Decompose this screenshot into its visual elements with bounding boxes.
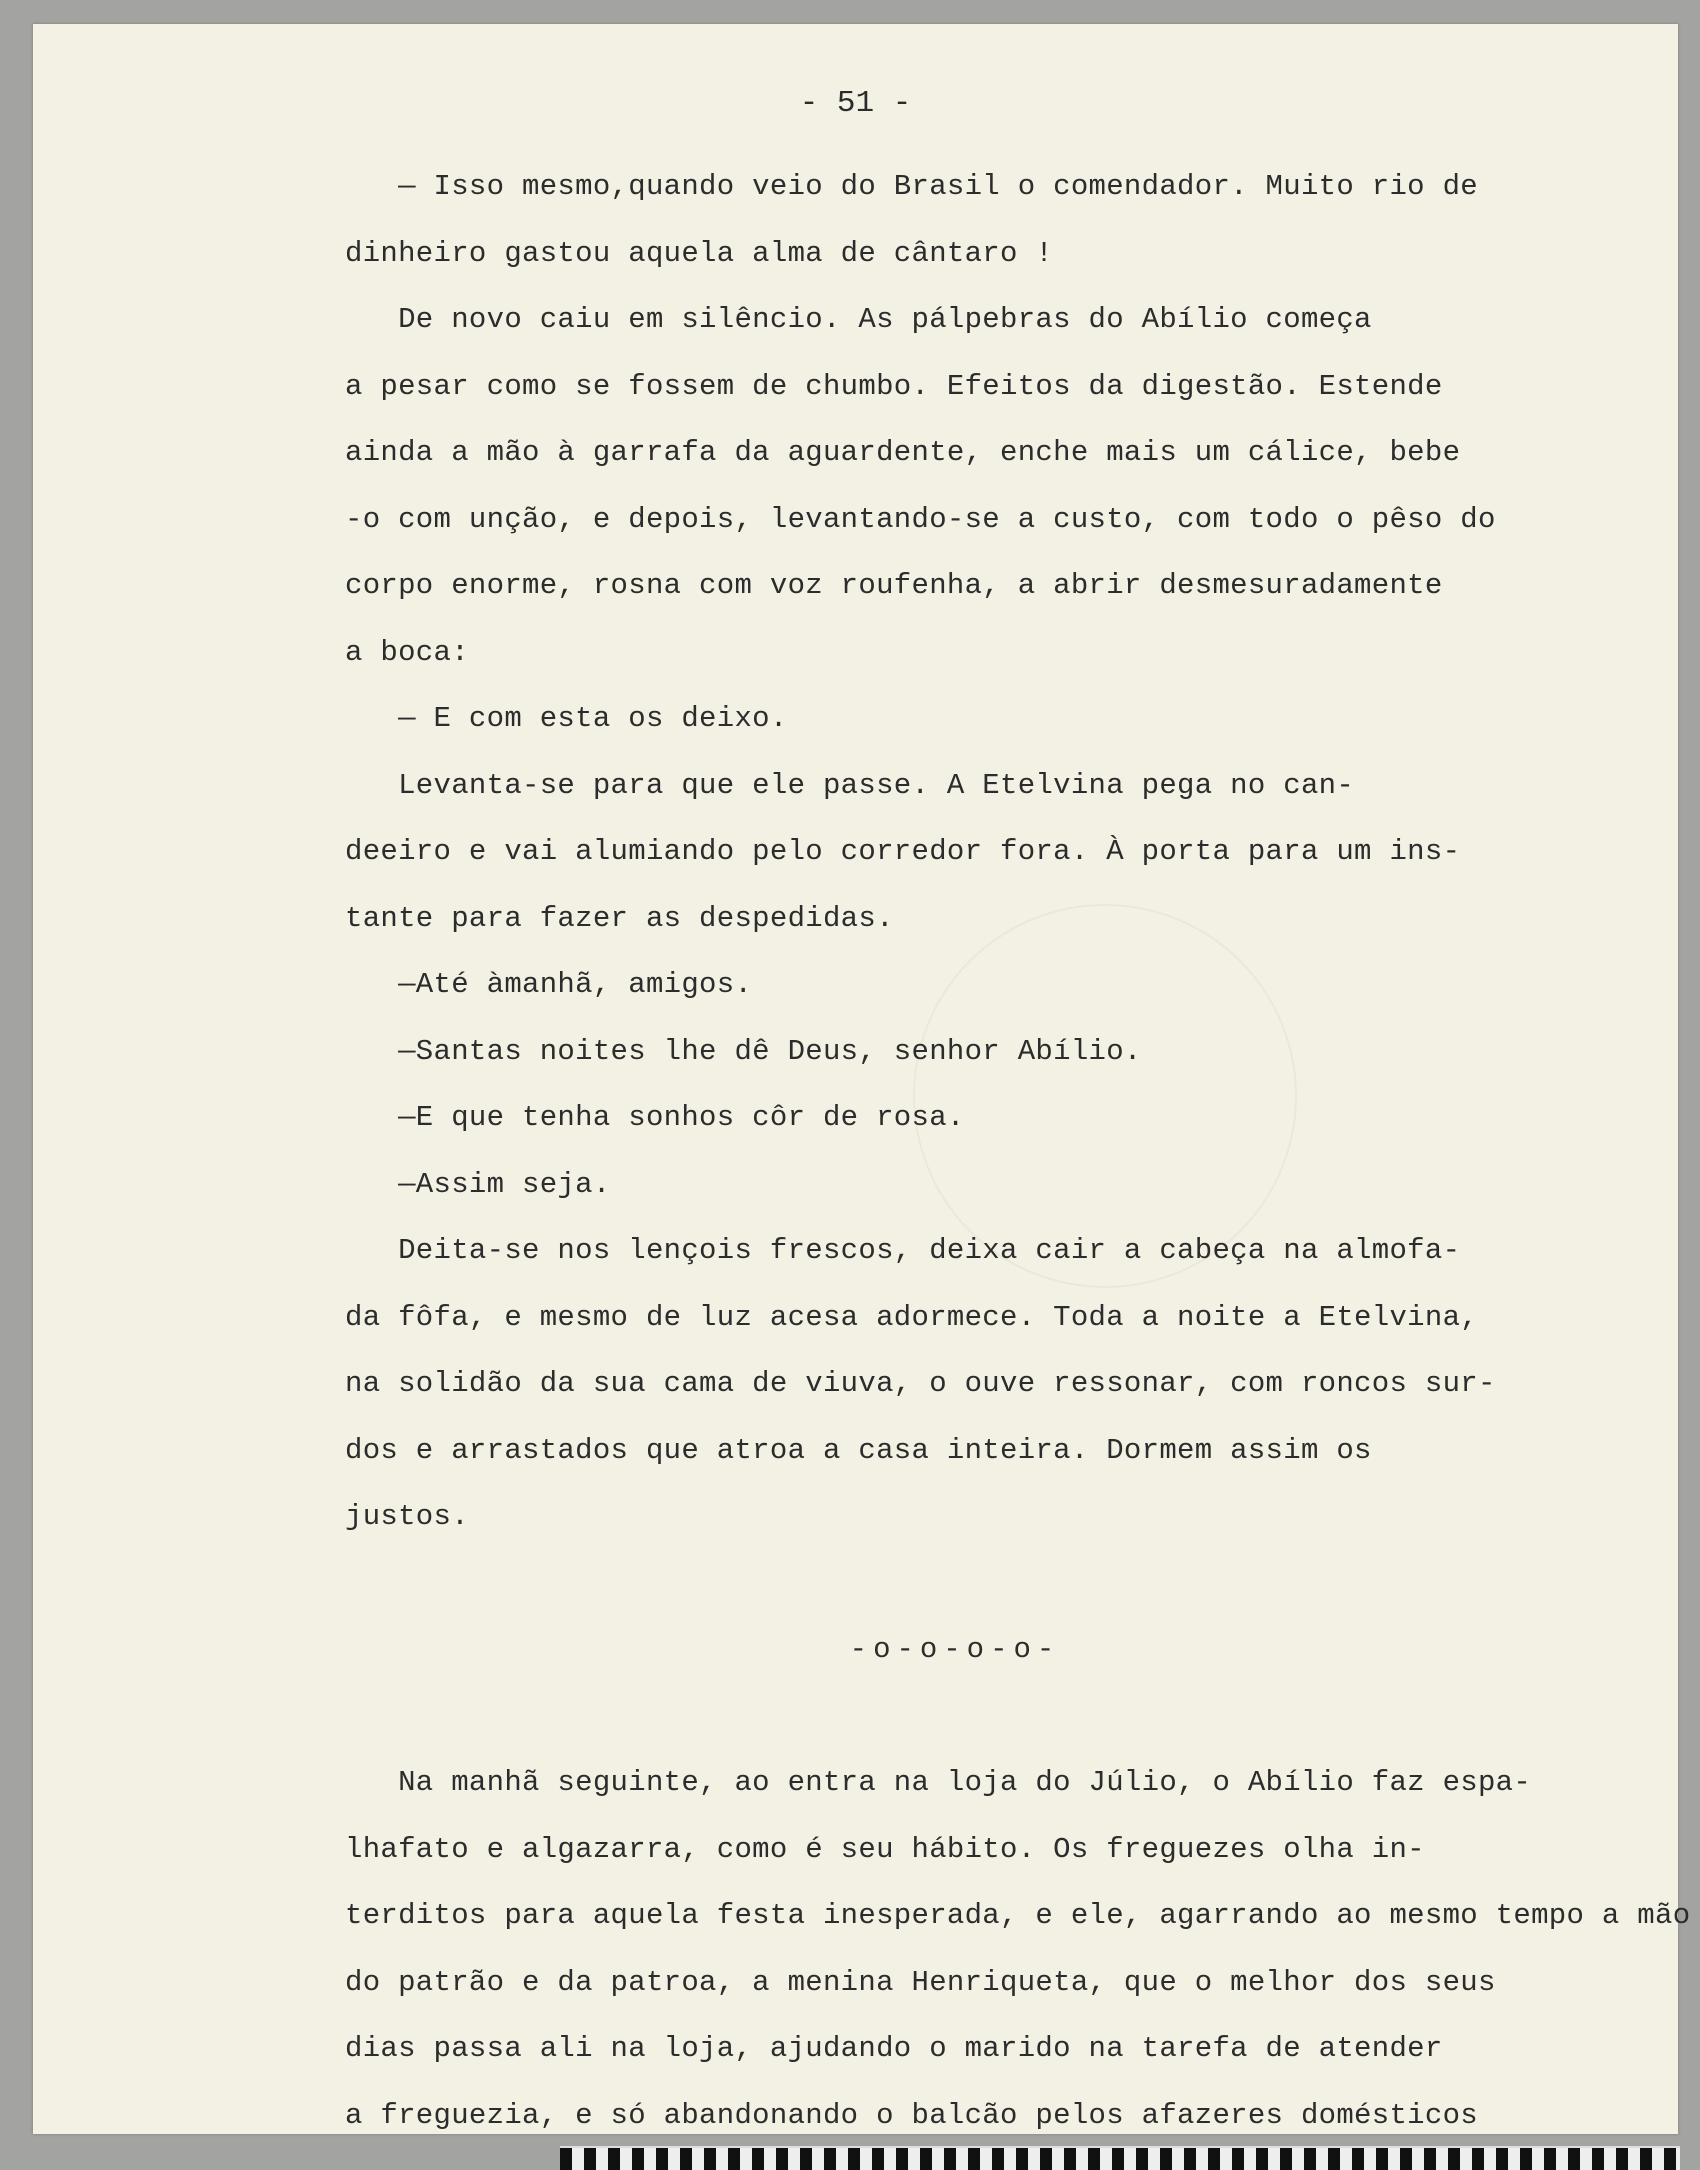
text-line: -o com unção, e depois, levantando-se a custo, com todo o pêso do bbox=[345, 502, 1496, 536]
text-line: dos e arrastados que atroa a casa inteira. Dormem assim os bbox=[345, 1433, 1372, 1467]
text-line: a freguezia, e só abandonando o balcão pelos afazeres domésticos bbox=[345, 2098, 1478, 2132]
text-line: justos. bbox=[345, 1500, 469, 1533]
text-line: dinheiro gastou aquela alma de cântaro ! bbox=[345, 236, 1054, 270]
typed-page bbox=[33, 24, 1691, 2134]
blank-line bbox=[345, 1684, 1685, 1751]
text-line: dias passa ali na loja, ajudando o marido na tarefa de atender bbox=[345, 2032, 1443, 2065]
text-line: da fôfa, e mesmo de luz acesa adormece. Toda a noite a Etelvina, bbox=[345, 1300, 1478, 1334]
page-number: - 51 - bbox=[799, 86, 912, 121]
color-scale-bar bbox=[560, 2146, 1680, 2170]
body-text bbox=[345, 154, 1691, 2149]
text-line: —Santas noites lhe dê Deus, senhor Abílio. bbox=[345, 1034, 1142, 1068]
text-line: Na manhã seguinte, ao entra na loja do Júlio, o Abílio faz espa- bbox=[345, 1766, 1532, 1799]
text-line: Levanta-se para que ele passe. A Etelvina pega no can- bbox=[345, 768, 1355, 802]
text-line: — E com esta os deixo. bbox=[345, 702, 788, 735]
text-line: lhafato e algazarra, como é seu hábito. Os freguezes olha in- bbox=[345, 1832, 1425, 1866]
text-line: a boca: bbox=[345, 635, 469, 669]
text-line: corpo enorme, rosna com voz roufenha, a abrir desmesuradamente bbox=[345, 569, 1443, 602]
blank-line bbox=[345, 1551, 1685, 1618]
text-line: ainda a mão à garrafa da aguardente, enche mais um cálice, bebe bbox=[345, 436, 1461, 469]
text-line: terditos para aquela festa inesperada, e ele, agarrando ao mesmo tempo a mão bbox=[345, 1899, 1691, 1932]
text-line: a pesar como se fossem de chumbo. Efeitos da digestão. Estende bbox=[345, 369, 1443, 403]
text-line: na solidão da sua cama de viuva, o ouve ressonar, com roncos sur- bbox=[345, 1367, 1496, 1400]
section-divider: -o-o-o-o- bbox=[849, 1633, 1061, 1666]
text-line: —Assim seja. bbox=[345, 1167, 611, 1201]
text-line: —Até àmanhã, amigos. bbox=[345, 968, 753, 1001]
text-line: do patrão e da patroa, a menina Henriqueta, que o melhor dos seus bbox=[345, 1965, 1496, 1999]
text-line: De novo caiu em silêncio. As pálpebras do Abílio começa bbox=[345, 303, 1372, 336]
text-line: —E que tenha sonhos côr de rosa. bbox=[345, 1101, 965, 1134]
text-line: tante para fazer as despedidas. bbox=[345, 901, 894, 935]
text-line: deeiro e vai alumiando pelo corredor fora. À porta para um ins- bbox=[345, 835, 1461, 868]
text-line: Deita-se nos lençois frescos, deixa cair a cabeça na almofa- bbox=[345, 1234, 1461, 1267]
text-line: — Isso mesmo,quando veio do Brasil o comendador. Muito rio de bbox=[345, 170, 1478, 203]
